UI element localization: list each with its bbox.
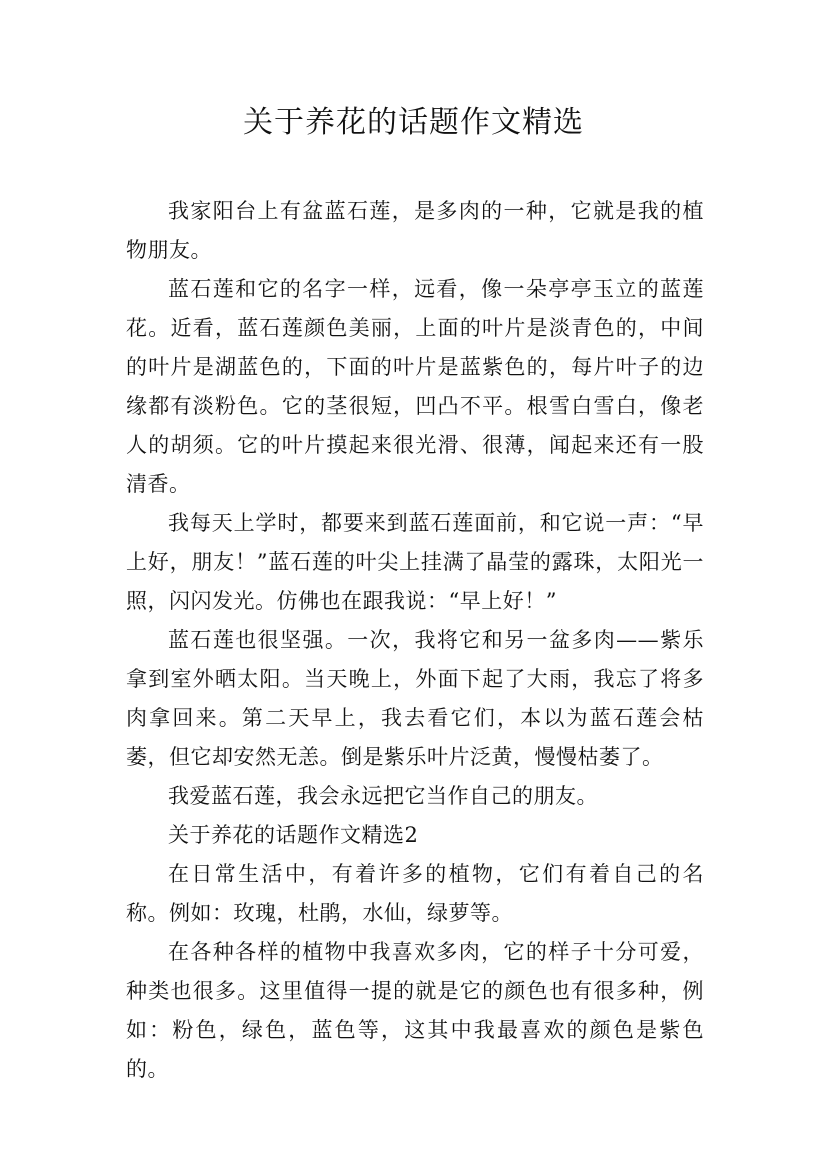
section-heading: 关于养花的话题作文精选2: [168, 823, 419, 847]
paragraph: 蓝石莲和它的名字一样，远看，像一朵亭亭玉立的蓝莲花。近看，蓝石莲颜色美丽，上面的叶片是淡青色的，中间的叶片是湖蓝色的，下面的叶片是蓝紫色的，每片叶子的边缘都有淡粉色。它的茎很短，凹凸不平。根雪白雪白，像老人的胡须。它的叶片摸起来很光滑、很薄，闻起来还有一股清香。: [126, 277, 704, 496]
paragraph: 在各种各样的植物中我喜欢多肉，它的样子十分可爱，种类也很多。这里值得一提的就是它的颜色也有很多种，例如：粉色，绿色，蓝色等，这其中我最喜欢的颜色是紫色的。: [126, 940, 704, 1081]
paragraph: 蓝石莲也很坚强。一次，我将它和另一盆多肉——紫乐拿到室外晒太阳。当天晚上，外面下起了大雨，我忘了将多肉拿回来。第二天早上，我去看它们，本以为蓝石莲会枯萎，但它却安然无恙。倒是紫乐叶片泛黄，慢慢枯萎了。: [126, 628, 704, 769]
paragraph: 我家阳台上有盆蓝石莲，是多肉的一种，它就是我的植物朋友。: [126, 199, 704, 262]
paragraph: 我每天上学时，都要来到蓝石莲面前，和它说一声：“早上好，朋友！”蓝石莲的叶尖上挂满了晶莹的露珠，太阳光一照，闪闪发光。仿佛也在跟我说：“早上好！”: [126, 511, 704, 613]
paragraph: 在日常生活中，有着许多的植物，它们有着自己的名称。例如：玫瑰，杜鹃，水仙，绿萝等。: [126, 862, 704, 925]
document-body: [126, 192, 704, 1089]
paragraph: 我爱蓝石莲，我会永远把它当作自己的朋友。: [168, 784, 598, 808]
document-title: 关于养花的话题作文精选: [243, 105, 584, 140]
